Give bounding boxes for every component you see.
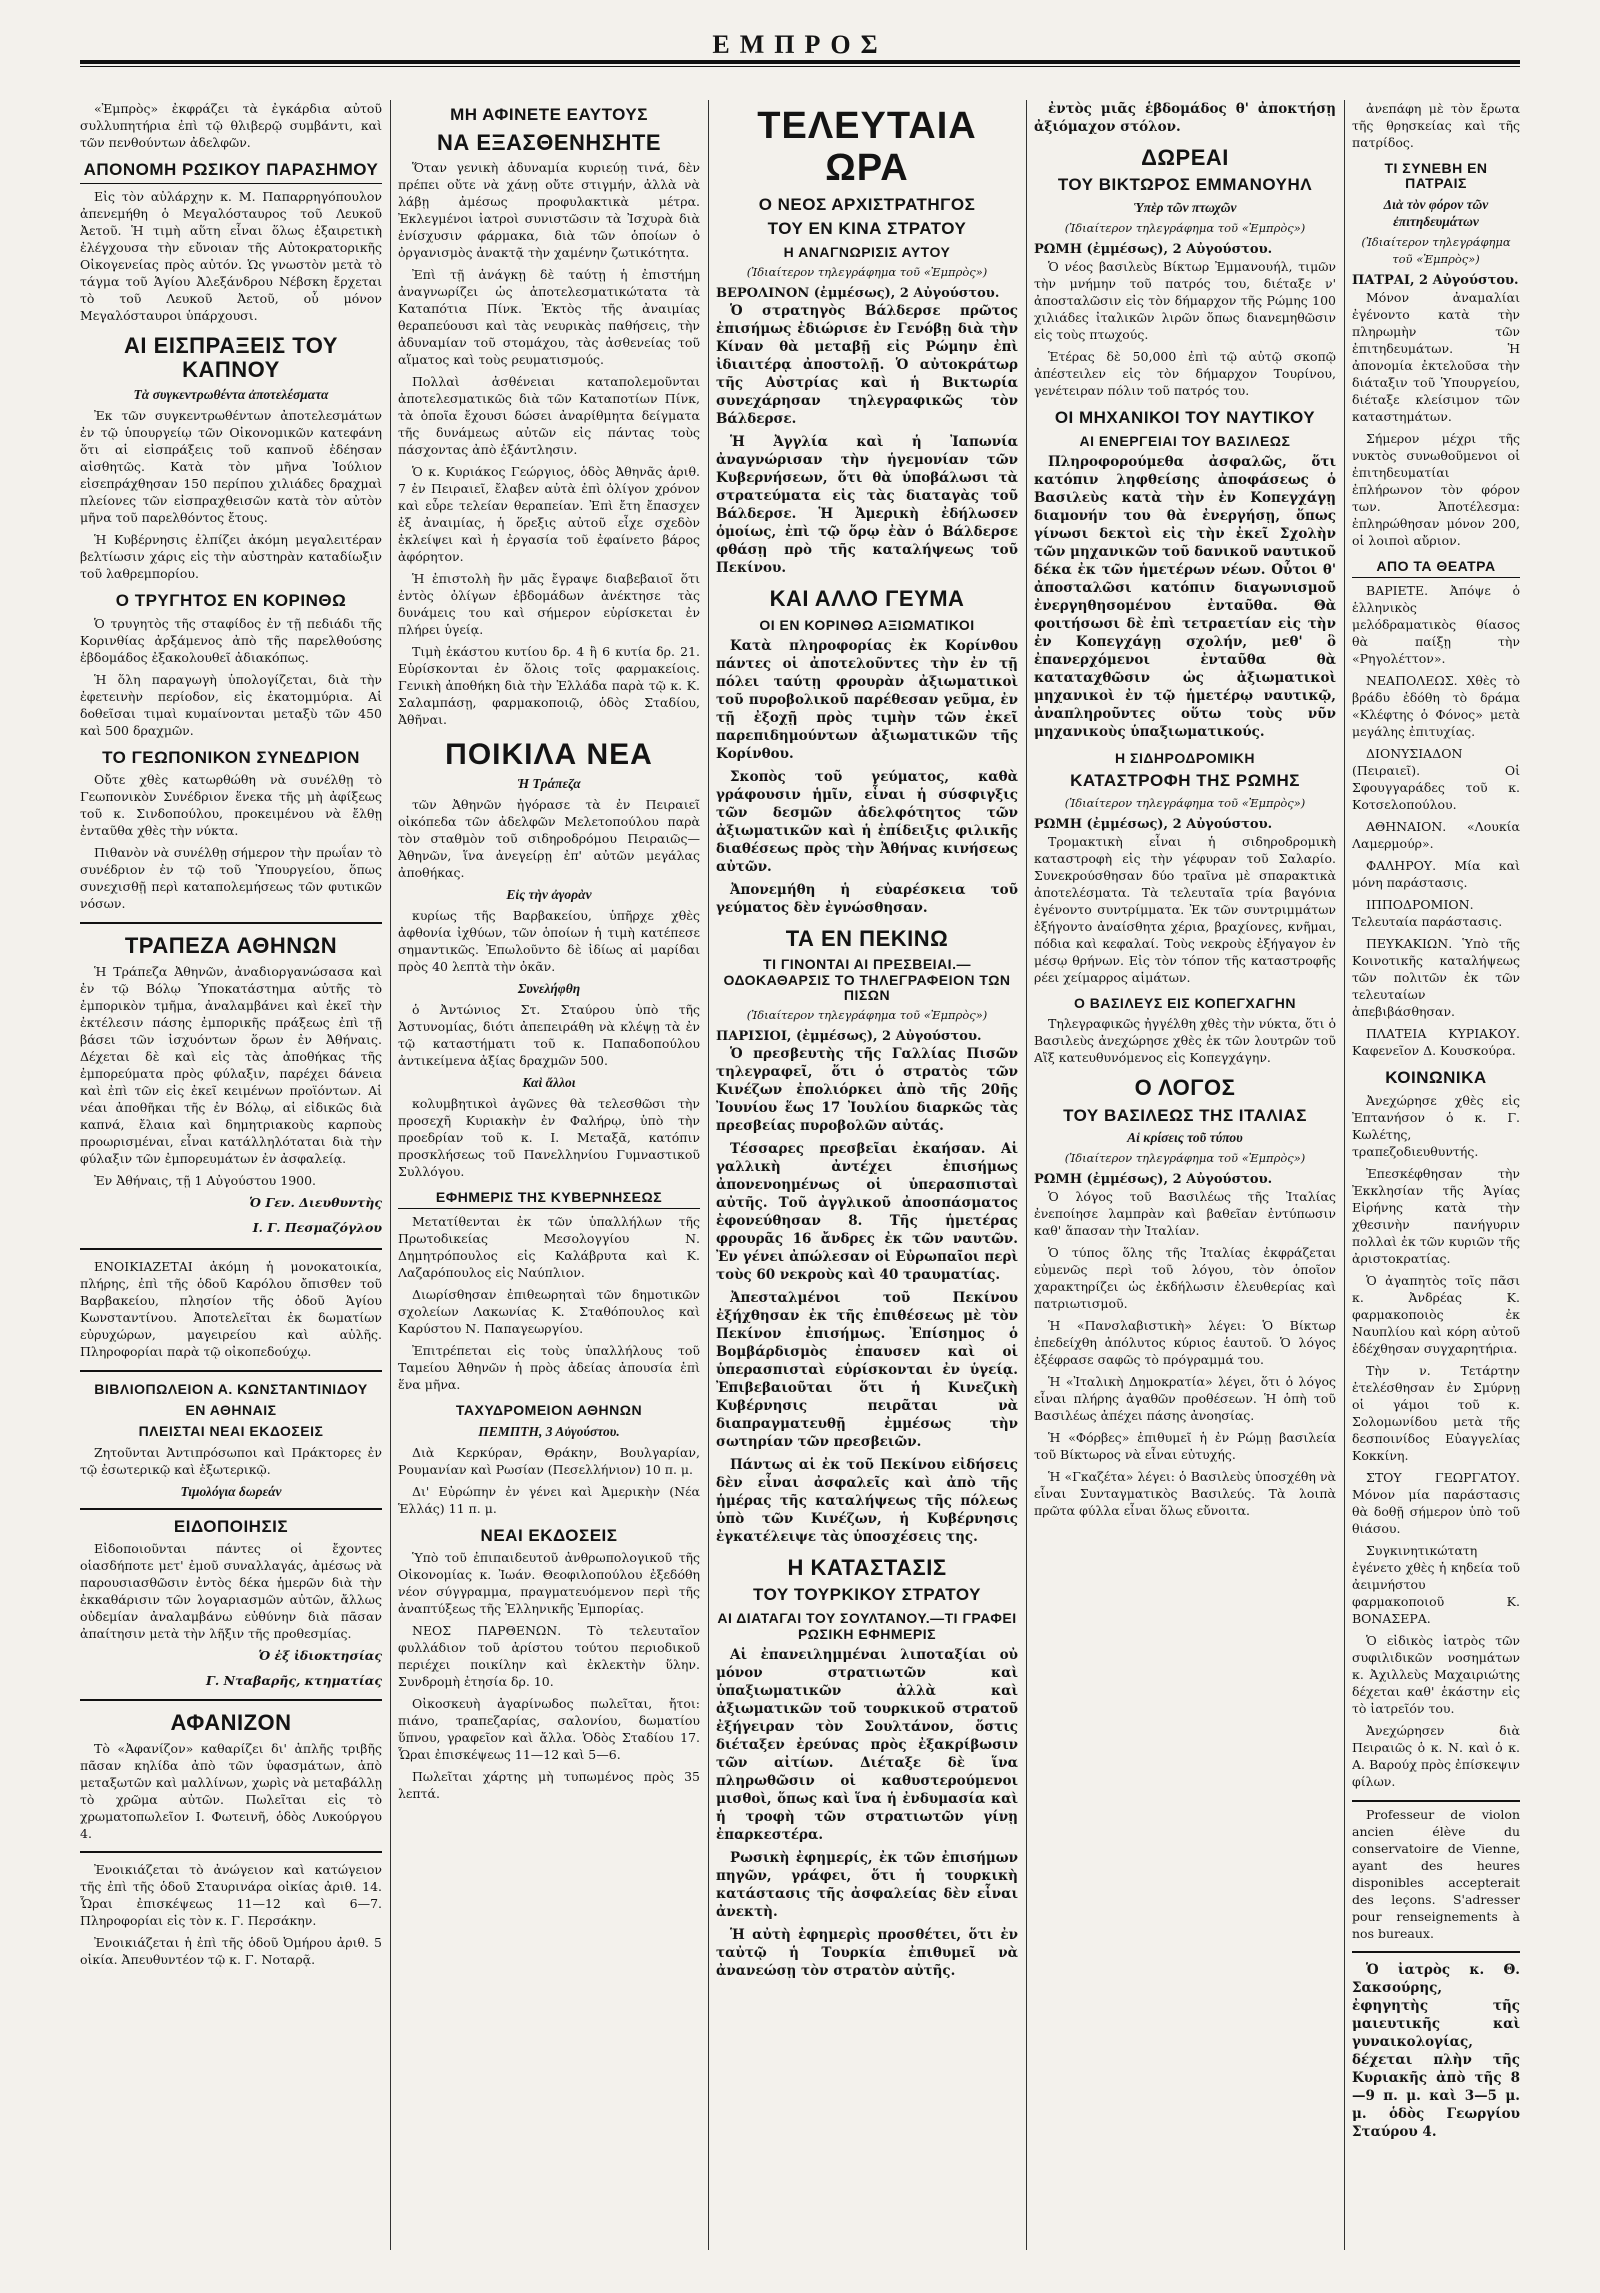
advert-text: Ζητοῦνται Ἀντιπρόσωποι καὶ Πράκτορες ἐν τῷ ἐσωτερικῷ καὶ ἐξωτερικῷ. (80, 1444, 382, 1477)
social-item: ΣΤΟΥ ΓΕΩΡΓΑΤΟΥ. Μόνον μία παράστασις θὰ δοθῇ σήμερον ὑπὸ τοῦ θιάσου. (1352, 1469, 1520, 1536)
article-text: Ἡ αὐτὴ ἐφημερὶς προσθέτει, ὅτι ἐν ταὐτῷ ἡ Τουρκία ἐπιθυμεῖ νὰ ἀνανεώσῃ τὸν στρατὸν αὐτῆς. (716, 1926, 1018, 1979)
advert-headline: ΠΛΕΙΣΤΑΙ ΝΕΑΙ ΕΚΔΟΣΕΙΣ (138, 1423, 324, 1440)
article-text: Ὁ πρεσβευτὴς τῆς Γαλλίας Πισῶν τηλεγραφεῖ, ὅτι ὁ στρατὸς τῶν Κινέζων ἐπολιόρκει ἀπὸ τῆς 20ῆς Ἰουνίου ἕως 17 Ἰουλίου διαρκῶς τὰς πρεσβείας πυροβολῶν αὐτάς. (716, 1046, 1018, 1135)
article-headline: ΑΠΟ ΤΑ ΘΕΑΤΡΑ (1352, 559, 1520, 578)
theatre-listing: ΝΕΑΠΟΛΕΩΣ. Χθὲς τὸ βράδυ ἐδόθη τὸ δράμα «Κλέφτης ὁ Φόνος» μετὰ μεγάλης ἐπιτυχίας. (1352, 673, 1520, 740)
theatre-listing: ΑΘΗΝΑΙΟΝ. «Λουκία Λαμερμούρ». (1352, 819, 1520, 852)
advert-bookshop (80, 1370, 382, 1510)
article-dateline: ΠΑΤΡΑΙ, 2 Αὐγούστου. (1352, 272, 1519, 288)
article-headline: ΤΑ ΕΝ ΠΕΚΙΝΩ (785, 925, 949, 951)
advert-text: Τὸ «Ἀφανίζον» καθαρίζει δι' ἀπλῆς τριβῆς πᾶσαν κηλίδα ἀπὸ τῶν ὑφασμάτων, ἀπὸ μεταξωτῶν καὶ μαλλίνων, χωρὶς νὰ μεταβάλλῃ τὸ χρῶμα αὐτῶν. Πωλεῖται εἰς τὸ χρωματοπωλεῖον Ι. Φωτεινῆ, ὁδὸς Λυκούργου 4. (80, 1740, 382, 1841)
article-subheadline: Ὑπὲρ τῶν πτωχῶν (1133, 199, 1237, 215)
column-divider (390, 100, 391, 2250)
news-item-text: κυρίως τῆς Βαρβακείου, ὑπῆρχε χθὲς ἀφθονία ἰχθύων, τῶν ὁποίων ἡ τιμὴ κατέπεσε σημαντικῶς. Ἐπωλοῦντο δὲ ἰδίως αἱ μαρίδαι πρὸς 40 λεπτὰ τὴν ὀκᾶν. (398, 907, 700, 974)
theatre-listing: ΠΕΥΚΑΚΙΩΝ. Ὑπὸ τῆς Κοινοτικῆς καταλήψεως τῶν πολιτῶν ἐκ τῶν τελευταίων ἀπεβιβάσθησαν. (1352, 936, 1520, 1020)
article-various-news (398, 738, 700, 1180)
advert-signature: Γ. Νταβαρῆς, κτηματίας (206, 1673, 382, 1689)
article-headline: ΤΟ ΓΕΩΠΟΝΙΚΟΝ ΣΥΝΕΔΡΙΟΝ (102, 747, 360, 767)
advert-dateline: Ἐν Ἀθήναις, τῇ 1 Αὐγούστου 1900. (94, 1172, 317, 1188)
section-headline-last-hour: ΤΕΛΕΥΤΑΙΑ ΩΡΑ (757, 105, 977, 189)
article-subheadline: Η ΑΝΑΓΝΩΡΙΣΙΣ ΑΥΤΟΥ (783, 243, 951, 260)
article-speech-king-italy (1034, 1076, 1336, 1519)
article-text: Πάντως αἱ ἐκ τοῦ Πεκίνου εἰδήσεις δὲν εἶναι ἀσφαλεῖς καὶ ἀπὸ τῆς ἡμέρας τῆς καταλήψεως τῆς πόλεως ὑπὸ τῶν Κινέζων, ἡ Κυβέρνησις ἐγκατέλειψε τὰς ὑποσχέσεις της. (716, 1457, 1018, 1546)
article-source: (Ἰδιαίτερον τηλεγράφημα τοῦ «Ἐμπρὸς») (746, 265, 988, 280)
article-continued (1352, 100, 1520, 151)
article-new-editions (398, 1527, 700, 1803)
advert-afanizon (80, 1699, 382, 1852)
article-subheadline: Αἱ κρίσεις τοῦ τύπου (1127, 1130, 1243, 1146)
theatre-listing: ΠΛΑΤΕΙΑ ΚΥΡΙΑΚΟΥ. Καφενεῖον Δ. Κουσκούρα. (1352, 1026, 1520, 1059)
article-headline: ΤΑΧΥΔΡΟΜΕΙΟΝ ΑΘΗΝΩΝ (455, 1402, 643, 1419)
article-headline: ΤΟΥ ΒΙΚΤΩΡΟΣ ΕΜΜΑΝΟΥΗΛ (1057, 175, 1313, 195)
article-text: Μόνον ἀναμαλίαι ἐγένοντο κατὰ τὴν πληρωμὴν τῶν ἐπιτηδευμάτων. Ἡ ἀπονομία ἐκτελοῦσα τὴν διάταξιν τοῦ Ὑπουργείου, διέταξε κλείσιμον τῶν καταστημάτων. (1352, 289, 1520, 424)
article-subheadline: Τὰ συγκεντρωθέντα ἀποτελέσματα (133, 387, 329, 403)
advert-signature: Ι. Γ. Πεσμαζόγλου (252, 1219, 382, 1235)
article-text: Ἑτέρας δὲ 50,000 ἐπὶ τῷ αὐτῷ σκοπῷ ἀπέστειλεν εἰς τὸν δήμαρχον Τουρίνου, γενέτειραν πόλιν τοῦ πατρός του. (1034, 348, 1336, 398)
article-patras (1352, 161, 1520, 549)
column-1 (80, 100, 382, 2250)
article-source: (Ἰδιαίτερον τηλεγράφημα τοῦ «Ἐμπρὸς») (1064, 1151, 1306, 1166)
article-headline: ΔΩΡΕΑΙ (1141, 145, 1229, 170)
article-text: Ὁ στρατηγὸς Βάλδερσε πρῶτος ἐπισήμως ἐδιώρισε ἐν Γενόβῃ διὰ τὴν Κίναν θὰ μεταβῇ εἰς Ρώμην ἐπὶ ἰδιαιτέρᾳ ἀποστολῇ. Ὁ αὐτοκράτωρ τῆς Αὐστρίας καὶ ἡ Βικτωρία συνεχάρησαν τηλεγραφικῶς τὸν Βάλδερσε. (716, 303, 1018, 428)
article-text: Μετατίθενται ἐκ τῶν ὑπαλλήλων τῆς Πρωτοδικείας Μεσολογγίου Ν. Δημητρόπουλος εἰς Καλάβρυτα καὶ Κ. Λαζαρόπουλος εἰς Ναύπλιον. (398, 1214, 700, 1281)
article-tobacco-revenue (80, 334, 382, 582)
article-agricultural-congress (80, 749, 382, 913)
article-text: ἐντὸς μιᾶς ἑβδομάδος θ' ἀποκτήσῃ ἀξιόμαχον στόλον. (1034, 101, 1336, 135)
article-dateline: ΡΩΜΗ (ἐμμέσως), 2 Αὐγούστου. (1034, 241, 1273, 257)
article-another-dinner (716, 587, 1018, 917)
theatre-listing: ΒΑΡΙΕΤΕ. Ἀπόψε ὁ ἑλληνικὸς μελόδραματικὸς θίασος θὰ παίξῃ τὴν «Ρηγολέττον». (1352, 583, 1520, 667)
advert-text: Οἰκοσκευὴ ἀγαρίνωδος πωλεῖται, ἤτοι: πιάνο, τραπεζαρίας, σαλονίου, δωματίου ὕπνου, γραφεῖον καὶ ἄλλα. Ὁδὸς Σταδίου 17. Ὧραι ἐπισκέψεως 11—12 καὶ 5—6. (398, 1696, 700, 1763)
article-text: Ἡ «Φόρβες» ἐπιθυμεῖ ἡ ἐν Ρώμῃ βασιλεία τοῦ Βίκτωρος νὰ εἶναι εὐτυχής. (1034, 1430, 1336, 1463)
article-text: Ἡ Ἀγγλία καὶ ἡ Ἰαπωνία ἀναγνώρισαν τὴν ἡγεμονίαν τῶν Κυβερνήσεων, ὅτι θὰ ὑποβάλωσι τὰ στρατεύματα εἰς τὰς διαταγὰς τοῦ Βάλδερσε. Ἡ Ἀμερικὴ ἐδήλωσεν ὁμοίως, ἐπὶ τῷ ὅρῳ ἐὰν ὁ Βάλδερσε φθάσῃ πρὸ τῆς καταλήψεως τοῦ Πεκίνου. (716, 434, 1018, 577)
article-dateline: ΒΕΡΟΛΙΝΟΝ (ἐμμέσως), 2 Αὐγούστου. (716, 286, 1000, 302)
article-text: Ἀπονεμήθη ἡ εὐαρέσκεια τοῦ γεύματος δὲν ἐγνώσθησαν. (716, 881, 1018, 916)
article-text: Ὁ τρυγητὸς τῆς σταφίδος ἐν τῇ πεδιάδι τῆς Κορινθίας ἀρξάμενος ἀπὸ τῆς παρελθούσης ἑβδομάδος ἐξακολουθεῖ ἀδιακόπως. (80, 615, 382, 665)
article-source: (Ἰδιαίτερον τηλεγράφημα τοῦ «Ἐμπρὸς») (1064, 796, 1306, 811)
news-item-lead: Εἰς τὴν ἀγορὰν (506, 886, 592, 902)
article-text: Τρομακτικὴ εἶναι ἡ σιδηροδρομικὴ καταστροφὴ εἰς τὴν γέφυραν τοῦ Σαλαρίο. Συνεκρούσθησαν δύο τραῖνα μὲ σπαρακτικὰ ἀποτελέσματα. Τὰ τελευταῖα τρία βαγόνια ἐγένοντο συντρίμματα. Ἐκ τῶν συντριμμάτων ἐξήγοντο ἀναίσθητα χέρια, βραχίονες, κνῆμαι, πόδια καὶ κεφαλαί. Τοὺς νεκροὺς ἐξήγαγον ἐν μέσῳ θρήνων. Εἰς τὸν τόπον τῆς καταστροφῆς ρέει χείμαρρος αἱμάτων. (1034, 834, 1336, 986)
column-4 (1034, 100, 1336, 2250)
advert-headline: ΑΦΑΝΙΖΟΝ (170, 1710, 292, 1736)
advert-text: Ἡ Τράπεζα Ἀθηνῶν, ἀναδιοργανώσασα καὶ ἐν τῷ Βόλῳ Ὑποκατάστημα αὐτῆς τὸ ἐμπορικὸν τμῆμα, ἀναλαμβάνει καὶ ἐκεῖ τὴν ἐκτέλεσιν πάσης ἐμπορικῆς πράξεως ἐπὶ τῇ βάσει τῶν ἰσχυόντων ὅρων ἐν Ἀθήναις. Δέχεται δὲ καὶ εἰς τὰς ἀποθήκας τῆς ἐμπορεύματα πρὸς φύλαξιν, παρέχει δάνεια καὶ ἐπὶ τῶν εἰς ἐκεῖ κειμένων προϊόντων. Αἱ νέαι ἀποθῆκαι τῆς ἐν Βόλῳ, αἱ εἰδικῶς διὰ καπνά, ἔλαια καὶ δημητριακοὺς καρποὺς προωρισμέναι, εἶναι κατάλληλόταται διὰ τὴν φύλαξιν τῶν ἐμπορευμάτων ἐν ἀσφαλείᾳ. (80, 963, 382, 1166)
article-text: Τηλεγραφικῶς ἠγγέλθη χθὲς τὴν νύκτα, ὅτι ὁ Βασιλεὺς ἀνεχώρησε χθὲς ἐκ τῶν λουτρῶν τοῦ Αἲξ κατευθυνόμενος εἰς Κοπεγχάγην. (1034, 1016, 1336, 1066)
advert-text: ΕΝΟΙΚΙΑΖΕΤΑΙ ἀκόμη ἡ μονοκατοικία, πλήρης, ἐπὶ τῆς ὁδοῦ Καρόλου ὄπισθεν τοῦ Βαρβακείου, πλησίον τῆς ὁδοῦ Ἁγίου Κωνσταντίνου. Ἀποτελεῖται ἐκ δωματίων εὐρυχώρων, μαγειρείου καὶ αὐλῆς. Πληροφορίαι παρὰ τῷ οἰκοπεδούχῳ. (80, 1258, 382, 1359)
article-dateline: ΡΩΜΗ (ἐμμέσως), 2 Αὐγούστου. (1034, 1172, 1273, 1188)
article-text: Ὁ λόγος τοῦ Βασιλέως τῆς Ἰταλίας ἐνεποίησε λαμπρὰν καὶ βαθεῖαν ἐντύπωσιν καθ' ἅπασαν τὴν Ἰταλίαν. (1034, 1189, 1336, 1239)
article-text: ἀνεπάφη μὲ τὸν ἔρωτα τῆς θρησκείας καὶ τῆς πατρίδος. (1352, 101, 1520, 150)
article-subheadline: ΤΙ ΓΙΝΟΝΤΑΙ ΑΙ ΠΡΕΣΒΕΙΑΙ.—ΟΔΟΚΑΘΑΡΣΙΣ ΤΟ ΤΗΛΕΓΡΑΦΕΙΟΝ ΤΩΝ ΠΙΣΩΝ (723, 956, 1011, 1003)
article-text: ΝΕΟΣ ΠΑΡΘΕΝΩΝ. Τὸ τελευταῖον φυλλάδιον τοῦ ἀρίστου τούτου περιοδικοῦ περιέχει ποικίλην καὶ ἐκλεκτὴν ὕλην. Συνδρομὴ ἐτησία δρ. 10. (398, 1623, 700, 1690)
article-text: Εἰς τὸν αὐλάρχην κ. Μ. Παπαρρηγόπουλον ἀπενεμήθη ὁ Μεγαλόσταυρος τοῦ Λευκοῦ Ἀετοῦ. Ἡ τιμὴ αὕτη εἶναι ὅλως ἐξαιρετικὴ ἐλέγχουσα τὴν εὔνοιαν τῆς Αὐτοκρατορικῆς Οἰκογενείας πρὸς αὐτόν. Ὡς γνωστὸν μετὰ τὸ τάγμα τοῦ Ἁγίου Ἀλεξάνδρου Νέβσκη ἔρχεται τὸ τοῦ Λευκοῦ Ἀετοῦ, οὗ μόνον Μεγαλόσταυροι ὑπάρχουσι. (80, 188, 382, 323)
article-headline: Η ΚΑΤΑΣΤΑΣΙΣ (787, 1555, 947, 1581)
column-divider (1344, 100, 1345, 2250)
advert-text: Ἐνοικιάζεται τὸ ἀνώγειον καὶ κατώγειον τῆς ἐπὶ τῆς ὁδοῦ Σταυρινάρα οἰκίας ἀριθ. 14. Ὧραι ἐπισκέψεως 11—12 καὶ 6—7. Πληροφορίαι εἰς τὸν κ. Γ. Περσάκην. (80, 1861, 382, 1928)
advert-text: Ὁ ἰατρὸς κ. Θ. Σακσούρης, ἐφηγητὴς τῆς μαιευτικῆς καὶ γυναικολογίας, δέχεται πλὴν τῆς Κυριακῆς ἀπὸ τῆς 8—9 π. μ. καὶ 3—5 μ. μ. ὁδὸς Γεωργίου Σταύρου 4. (1352, 1961, 1520, 2140)
article-headline: ΤΙ ΣΥΝΕΒΗ ΕΝ ΠΑΤΡΑΙΣ (1384, 160, 1488, 192)
article-post-office (398, 1403, 700, 1516)
news-item-lead: Ἡ Τράπεζα (517, 775, 581, 791)
article-navy-engineers (1034, 409, 1336, 741)
article-headline: ΕΦΗΜΕΡΙΣ ΤΗΣ ΚΥΒΕΡΝΗΣΕΩΣ (398, 1190, 700, 1209)
social-item: Τὴν ν. Τετάρτην ἐτελέσθησαν ἐν Σμύρνῃ οἱ γάμοι τοῦ κ. Σολομωνίδου μετὰ τῆς δεσποινίδος Εὐαγγελίας Κοκκίνη. (1352, 1362, 1520, 1463)
article-text: Αἱ ἐπανειλημμέναι λιποταξίαι οὐ μόνον στρατιωτῶν καὶ ὑπαξιωματικῶν ἀλλὰ καὶ ἀξιωματικῶν τοῦ τουρκικοῦ στρατοῦ ἐξήγειραν τὸν Σουλτάνον, ὅστις διέταξεν ἐρεύνας πρὸς ἐξακρίβωσιν τῶν αἰτίων. Διέταξε δὲ ἵνα πληρωθῶσιν οἱ καθυστερούμενοι μισθοὶ, ὅπως καὶ ἵνα ἡ ἐνδυμασία καὶ ἡ τροφὴ τῶν στρατιωτῶν γίνῃ ἐπαρκεστέρα. (716, 1646, 1018, 1843)
column-divider (708, 100, 709, 2250)
social-item: Συγκινητικώτατη ἐγένετο χθὲς ἡ κηδεία τοῦ ἀειμνήστου φαρμακοποιοῦ Κ. ΒΟΝΑΣΕΡΑ. (1352, 1542, 1520, 1626)
article-text: Κατὰ πληροφορίας ἐκ Κορίνθου πάντες οἱ ἀποτελοῦντες τὴν ἐν τῇ πόλει ταύτῃ φρουρὰν ἀξιωματικοὶ τοῦ πυροβολικοῦ παρέθεσαν γεῦμα, ἐν τῇ ἐξοχῇ πρὸς τιμὴν τῶν ἐκεῖ παρεπιδημούντων ἀξιωματικῶν τῆς Κορίνθου. (716, 637, 1018, 762)
article-king-to-copenhagen (1034, 996, 1336, 1066)
article-headline: ΑΠΟΝΟΜΗ ΡΩΣΙΚΟΥ ΠΑΡΑΣΗΜΟΥ (80, 161, 382, 184)
advert-bank-of-athens (80, 922, 382, 1249)
article-new-commander (716, 106, 1018, 577)
article-headline: ΝΕΑΙ ΕΚΔΟΣΕΙΣ (480, 1525, 618, 1545)
column-2 (398, 100, 700, 2250)
news-item-text: κολυμβητικοὶ ἀγῶνες θὰ τελεσθῶσι τὴν προσεχῆ Κυριακὴν ἐν Φαλήρῳ, ὑπὸ τὴν προεδρίαν τοῦ κ. Ι. Μεταξᾶ, κατόπιν προσκλήσεως τοῦ Πανελληνίου Γυμναστικοῦ Συλλόγου. (398, 1095, 700, 1179)
article-text: Ἀπεσταλμένοι τοῦ Πεκίνου ἐξήχθησαν ἐκ τῆς ἐπιθέσεως μὲ τὸν Πεκίνον ἐπισήμως. Ἐπίσημος ὁ Βομβάρδισμὸς ἐπαυσεν καὶ οἱ ὑπερασπισταὶ εὑρίσκονται ἐν ὑγείᾳ. Ἐπιβεβαιοῦται ὅτι ἡ Κινεζικὴ Κυβέρνησις πειρᾶται νὰ διαπραγματευθῇ ἐμμέσως τὴν σωτηρίαν τῶν πρεσβειῶν. (716, 1290, 1018, 1451)
article-text: Σήμερον μέχρι τῆς νυκτὸς συνωθοῦμενοι οἱ ἐπιτηδευματίαι ἐπλήρωνον τὸν φόρον των. Ἀποτέλεσμα: ἐπληρώθησαν μόνον 200, οἱ λοιποὶ αὔριον. (1352, 430, 1520, 548)
article-continued (80, 100, 382, 151)
article-subheadline: Διὰ τὸν φόρον τῶν ἐπιτηδευμάτων (1383, 196, 1489, 229)
article-text: Πληροφορούμεθα ἀσφαλῶς, ὅτι κατόπιν ληφθείσης ἀποφάσεως ὁ Βασιλεὺς κατὰ τὴν ἐν Κοπεγχάγῃ διαμονήν του θὰ ἐνεργήσῃ, ὅπως γίνωσι δεκτοὶ εἰς τὴν ἐκεῖ Σχολὴν τῶν μηχανικῶν τοῦ δανικοῦ ναυτικοῦ δέκα ἐκ τῶν ἡμετέρων νέων. Οὗτοι θ' ἀποσταλῶσι κατόπιν διαγωνισμοῦ ἐνεργηθησομένου ἐνταῦθα. Θὰ φοιτήσωσι δὲ ἐπὶ τετραετίαν εἰς τὴν ἐν Κοπεγχάγῃ σχολήν, μεθ' ὃ ἐπανερχόμενοι ἐνταῦθα θὰ καταταχθῶσιν ὡς ἀξιωματικοὶ μηχανικοὶ ἐν τῷ ἡμετέρῳ ναυτικῷ, ἀναπληροῦντες οὕτω τοὺς νῦν μηχανικοὺς ὑπαξιωματικούς. (1034, 453, 1336, 740)
article-government-gazette (398, 1190, 700, 1393)
article-text: «Ἐμπρὸς» ἐκφράζει τὰ ἐγκάρδια αὐτοῦ συλλυπητήρια ἐπὶ τῷ θλιβερῷ συμβάντι, καὶ τῶν πενθούντων ἀδελφῶν. (80, 101, 382, 150)
advert-text: Ἐνοικιάζεται ἡ ἐπὶ τῆς ὁδοῦ Ὀμήρου ἀριθ. 5 οἰκία. Ἀπευθυντέον τῷ κ. Γ. Νοταρᾷ. (80, 1934, 382, 1967)
advert-text: Πολλαὶ ἀσθένειαι καταπολεμοῦνται ἀποτελεσματικῶς διὰ τῶν Καταποτίων Πίνκ, τὰ ὁποῖα ἔχουσι δώσει ἀναρίθμητα δείγματα τῆς δυνάμεως αὐτῶν εἰς πάντας τοὺς πάσχοντας ἀπὸ ἐξάντλησιν. (398, 373, 700, 457)
article-headline: ΚΟΙΝΩΝΙΚΑ (1385, 1068, 1487, 1088)
advert-headline: ΕΝ ΑΘΗΝΑΙΣ (185, 1402, 277, 1419)
article-subheadline: ΑΙ ΔΙΑΤΑΓΑΙ ΤΟΥ ΣΟΥΛΤΑΝΟΥ.—ΤΙ ΓΡΑΦΕΙ ΡΩΣΙΚΗ ΕΦΗΜΕΡΙΣ (717, 1610, 1017, 1642)
masthead-rule-thin (80, 66, 1520, 67)
advert-text: Ἐπὶ τῇ ἀνάγκῃ δὲ ταύτῃ ἡ ἐπιστήμη ἀναγνωρίζει ὡς ἀποτελεσματικώτατα τὰ Καταπότια Πίνκ. Ἐκτὸς τῆς ἀναιμίας θεραπεύουσι καὶ τὰς νευρικὰς παθήσεις, τὴν ἀδυναμίαν τοῦ στομάχου, τὰς ἀσθενείας τοῦ αἵματος καὶ τοὺς ρευματισμούς. (398, 266, 700, 367)
article-headline: Ο ΝΕΟΣ ΑΡΧΙΣΤΡΑΤΗΓΟΣ (758, 194, 976, 214)
article-dateline: ΠΑΡΙΣΙΟΙ, (ἐμμέσως), 2 Αὐγούστου. (716, 1029, 982, 1045)
advert-headline: ΕΙΔΟΠΟΙΗΣΙΣ (173, 1516, 289, 1536)
article-headline: ΤΟΥ ΕΝ ΚΙΝΑ ΣΤΡΑΤΟΥ (767, 219, 967, 239)
news-item-lead: Καὶ ἄλλοι (522, 1074, 576, 1090)
article-subheadline: ΑΙ ΕΝΕΡΓΕΙΑΙ ΤΟΥ ΒΑΣΙΛΕΩΣ (1079, 432, 1291, 449)
article-text: Ὁ νέος βασιλεὺς Βίκτωρ Ἐμμανουήλ, τιμῶν τὴν μνήμην τοῦ πατρός του, διέταξε ν' ἀποσταλῶσιν εἰς τὸν δήμαρχον τῆς Ρώμης 100 χιλιάδες ἰταλικῶν λιρῶν ὅπως διανεμηθῶσιν εἰς τοὺς πτωχούς. (1034, 258, 1336, 342)
advert-headline: ΤΡΑΠΕΖΑ ΑΘΗΝΩΝ (124, 933, 338, 959)
news-item-lead: Συνελήφθη (517, 980, 581, 996)
article-text: Διὰ Κερκύραν, Θράκην, Βουλγαρίαν, Ρουμανίαν καὶ Ρωσίαν (Πεσελλήνιον) 10 π. μ. (398, 1444, 700, 1477)
article-headline: ΤΟΥ ΒΑΣΙΛΕΩΣ ΤΗΣ ΙΤΑΛΙΑΣ (1063, 1105, 1307, 1125)
article-donations-victor-emmanuel (1034, 146, 1336, 399)
article-text: Διωρίσθησαν ἐπιθεωρηταὶ τῶν δημοτικῶν σχολείων Λακωνίας Κ. Σταθόπουλος καὶ Καρύστου Ν. Παπαγεωργίου. (398, 1287, 700, 1337)
article-railway-disaster (1034, 751, 1336, 986)
article-text: Ὁ τύπος ὅλης τῆς Ἰταλίας ἐκφράζεται εὐμενῶς περὶ τοῦ λόγου, τὸν ὁποῖον χαρακτηρίζει ὡς ἐκδήλωσιν ἐλευθερίας καὶ πατριωτισμοῦ. (1034, 1245, 1336, 1312)
advert-headline: ΜΗ ΑΦΙΝΕΤΕ ΕΑΥΤΟΥΣ (450, 105, 648, 124)
advert-doctor (1352, 1961, 1520, 2141)
article-text: Σκοπὸς τοῦ γεύματος, καθὰ γράφουσιν ἡμῖν, εἶναι ἡ σύσφιγξις τῶν δεσμῶν ἀδελφότητος τῶν ἀξιωματικῶν καὶ ἡ ἐπίδειξις φιλικῆς διαθέσεως πρὸς τὴν Ἀθήνας κινήσεως αὐτῶν. (716, 768, 1018, 875)
social-item: Ἀνεχώρησε χθὲς εἰς Ἐπτανήσον ὁ κ. Γ. Κωλέτης, τραπεζοδιευθυντής. (1352, 1092, 1520, 1159)
social-item: Ἀνεχώρησεν διὰ Πειραιῶς ὁ κ. Ν. καὶ ὁ κ. Α. Βαρούχ πρὸς ἐπίσκεψιν φίλων. (1352, 1722, 1520, 1789)
news-item-text: τῶν Ἀθηνῶν ἠγόρασε τὰ ἐν Πειραιεῖ οἰκόπεδα τῶν ἀδελφῶν Μελετοπούλου παρὰ τὸν σταθμὸν τοῦ σιδηροδρόμου Πειραιῶς—Ἀθηνῶν, ἵνα ἀνεγείρῃ ἐπ' αὐτῶν μεγάλας ἀποθήκας. (398, 796, 700, 880)
article-text: Τέσσαρες πρεσβεῖαι ἐκαήσαν. Αἱ γαλλικὴ ἀντέχει ἐπισήμως ἀπονενοημένως οἱ ὑπερασπισταὶ αὐτῆς. Τοῦ ἀγγλικοῦ ἀποσπάσματος ἐφονεύθησαν 8. Τῆς ἡμετέρας φρουρᾶς 16 ἄνδρες ἐκ τῶν ναυτῶν. Ἐν γένει ἀπώλεσαν οἱ Εὐρωπαῖοι περὶ τοὺς 60 νεκροὺς καὶ 40 τραυματίας. (716, 1141, 1018, 1284)
advert-violin-teacher (1352, 1800, 1520, 1953)
newspaper-title: ΕΜΠΡΟΣ (712, 30, 888, 59)
advert-notice (80, 1518, 382, 1690)
article-headline: ΑΙ ΕΙΣΠΡΑΞΕΙΣ ΤΟΥ ΚΑΠΝΟΥ (124, 332, 338, 382)
article-russian-decoration (80, 161, 382, 324)
masthead (0, 0, 1600, 96)
column-5 (1352, 100, 1520, 2250)
article-headline: Ο ΒΑΣΙΛΕΥΣ ΕΙΣ ΚΟΠΕΓΧΑΓΗΝ (1074, 995, 1296, 1012)
article-text: Ὑπὸ τοῦ ἐπιπαιδευτοῦ ἀνθρωπολογικοῦ τῆς Οἰκονομίας κ. Ἰωάν. Θεοφιλοπούλου ἐξεδόθη νέον σύγγραμμα, πραγματευόμενον περὶ τῆς ἀναπτύξεως τῆς Ἑλληνικῆς Ἐμπορίας. (398, 1550, 700, 1617)
article-text: Ἡ «Πανσλαβιστικὴ» λέγει: Ὁ Βίκτωρ ἐπεδείχθη ἀπόλυτος κύριος ἑαυτοῦ. Ὁ λόγος ἐξέφρασε σαφῶς τὸ πρόγραμμά του. (1034, 1318, 1336, 1368)
article-text: Ἡ ὅλη παραγωγὴ ὑπολογίζεται, διὰ τὴν ἐφετεινὴν περίοδον, εἰς ἑκατομμύρια. Αἱ δοθεῖσαι τιμαὶ κυμαίνονται μεταξὺ τῶν 450 καὶ 500 δραχμῶν. (80, 671, 382, 738)
article-continued (1034, 100, 1336, 136)
article-events-in-peking (716, 927, 1018, 1546)
social-item: Ὁ ἀγαπητὸς τοῖς πᾶσι κ. Ἀνδρέας Κ. φαρμακοποιὸς ἐκ Ναυπλίου καὶ κόρη αὐτοῦ ἐδέχθησαν συγχαρητήρια. (1352, 1272, 1520, 1356)
article-text: Ρωσικὴ ἐφημερίς, ἐκ τῶν ἐπισήμων πηγῶν, γράφει, ὅτι ἡ τουρκικὴ κατάστασις τῆς ἀσφαλείας δὲν εἶναι ἀνεκτὴ. (716, 1849, 1018, 1920)
social-item: Ὁ εἰδικὸς ἰατρὸς τῶν συφιλιδικῶν νοσημάτων κ. Ἀχιλλεὺς Μαχαιριώτης δέχεται καθ' ἑκάστην εἰς τὸ ἰατρεῖόν του. (1352, 1632, 1520, 1716)
article-text: Πιθανὸν νὰ συνέλθῃ σήμερον τὴν πρωΐαν τὸ συνέδριον ἐν τῷ τοῦ Ὑπουργείου, ὅπως συνεχισθῇ περὶ καταπολεμήσεως τῶν φυτικῶν νόσων. (80, 845, 382, 912)
advert-text: Ὅταν γενικὴ ἀδυναμία κυριεύῃ τινά, δὲν πρέπει οὔτε νὰ χάνῃ οὔτε στιγμήν, ἀλλὰ νὰ λάβῃ ἀμέσως προφυλακτικὰ μέτρα. Ἐκλεγμένοι ἰατροὶ συνιστῶσιν τὰ Ἰσχυρὰ διὰ ἐνίσχυσιν φάρμακα, διὰ τῶν ὁποίων ὁ ὀργανισμὸς ἀνακτᾷ τὴν χαμένην ζωτικότητα. (398, 159, 700, 260)
article-subheadline: ΟΙ ΕΝ ΚΟΡΙΝΘΩ ΑΞΙΩΜΑΤΙΚΟΙ (759, 616, 975, 633)
theatre-listing: ΙΠΠΟΔΡΟΜΙΟΝ. Τελευταία παράστασις. (1352, 897, 1503, 930)
article-text: Ἡ «Ἰταλικὴ Δημοκρατία» λέγει, ὅτι ὁ λόγος εἶναι πλήρης ἀγαθῶν προθέσεων. Ἡ ὁπὴ τοῦ Βασιλέως ἀπέχει πάσης ἀνοησίας. (1034, 1374, 1336, 1424)
article-headline: Η ΣΙΔΗΡΟΔΡΟΜΙΚΗ (1115, 749, 1255, 766)
advert-text: Πωλεῖται χάρτης μὴ τυπωμένος πρὸς 35 λεπτά. (398, 1769, 700, 1802)
article-headline: ΚΑΤΑΣΤΡΟΦΗ ΤΗΣ ΡΩΜΗΣ (1070, 771, 1300, 791)
article-headline: ΤΟΥ ΤΟΥΡΚΙΚΟΥ ΣΤΡΑΤΟΥ (753, 1585, 981, 1605)
article-text: Ἐκ τῶν συγκεντρωθέντων ἀποτελεσμάτων ἐν τῷ ὑπουργείῳ τῶν Οἰκονομικῶν κατεφάνη ὅτι αἱ εἰσπράξεις τοῦ καπνοῦ ἐδέησαν αἰσθητῶς. Κατὰ τὸν μῆνα Ἰούλιον εἰσεπράχθησαν 150 περίπου χιλιάδες δραχμαὶ πλείονες τῶν εἰσπραχθεισῶν κατὰ τὸν αὐτὸν μῆνα τοῦ παρελθόντος ἔτους. (80, 408, 382, 526)
article-text: Ἡ «Γκαζέτα» λέγει: ὁ Βασιλεὺς ὑποσχέθη νὰ εἶναι Συνταγματικὸς Βασιλεύς. Τὰ λοιπὰ πρῶτα φύλλα εἶναι ὅλως εὔνοιτα. (1034, 1469, 1336, 1519)
advert-headline: ΒΙΒΛΙΟΠΩΛΕΙΟΝ Α. ΚΩΝΣΤΑΝΤΙΝΙΔΟΥ (94, 1380, 368, 1397)
column-divider (1026, 100, 1027, 2250)
theatre-listing: ΦΑΛΗΡΟΥ. Μία καὶ μόνη παράστασις. (1352, 858, 1520, 891)
article-headline: ΟΙ ΜΗΧΑΝΙΚΟΙ ΤΟΥ ΝΑΥΤΙΚΟΥ (1054, 407, 1316, 427)
article-dateline: ΡΩΜΗ (ἐμμέσως), 2 Αὐγούστου. (1034, 817, 1273, 833)
article-headline: ΚΑΙ ΑΛΛΟ ΓΕΥΜΑ (769, 586, 965, 612)
advert-text: Εἰδοποιοῦνται πάντες οἱ ἔχοντες οἱασδήποτε μετ' ἐμοῦ συναλλαγάς, ἀμέσως νὰ παρουσιασθῶσιν ἐντὸς δέκα ἡμερῶν διὰ τὴν ἐκκαθάρισιν τῶν λογαριασμῶν αὐτῶν, ἄλλως οὐδεμίαν ἀναλαμβάνω εὐθύνην διὰ πᾶσαν ἀπαίτησιν μετὰ τὴν λῆξιν τῆς προθεσμίας. (80, 1541, 382, 1642)
masthead-rule (80, 60, 1520, 64)
article-social (1352, 1069, 1520, 1790)
article-headline: Ο ΤΡΥΓΗΤΟΣ ΕΝ ΚΟΡΙΝΘΩ (115, 591, 347, 611)
advert-for-rent (80, 1258, 382, 1360)
article-corinth-harvest (80, 592, 382, 739)
advert-pink-pills (398, 106, 700, 728)
news-item-text: ὁ Ἀντώνιος Στ. Σταύρου ὑπὸ τῆς Ἀστυνομίας, διότι ἀπεπειράθη νὰ κλέψῃ τὰ ἐν τῷ καταστήματι τοῦ κ. Παπαδοπούλου ἀντικείμενα ἀξίας δραχμῶν 500. (398, 1001, 700, 1068)
article-theatres (1352, 559, 1520, 1059)
article-text: Ἐπιτρέπεται εἰς τοὺς ὑπαλλήλους τοῦ Ταμείου Ἀθηνῶν ἡ πρὸς ἀδείας ἀπουσία ἐπὶ ἕνα μῆνα. (398, 1343, 700, 1393)
advert-text: Ὁ κ. Κυριάκος Γεώργιος, ὁδὸς Ἀθηνᾶς ἀριθ. 7 ἐν Πειραιεῖ, ἔλαβεν αὐτὰ ἐπὶ ὀλίγον χρόνον καὶ εὗρε τελείαν θεραπείαν. Ἐπὶ ἔτη ἔπασχεν ἐξ ἀναιμίας, ἡ ὅρεξις αὐτοῦ εἶχε σχεδὸν ἐκλείψει καὶ ἡ ἐργασία τοῦ ἐφαίνετο βάρος ἀφόρητον. (398, 463, 700, 564)
article-source: (Ἰδιαίτερον τηλεγράφημα τοῦ «Ἐμπρὸς») (1361, 234, 1511, 266)
theatre-listing: ΔΙΟΝΥΣΙΑΔΟΝ (Πειραιεῖ). Οἱ Σφουγγαράδες τοῦ κ. Κοτσελοπούλου. (1352, 746, 1520, 813)
article-source: (Ἰδιαίτερον τηλεγράφημα τοῦ «Ἐμπρὸς») (1064, 220, 1306, 235)
article-headline: Ο ΛΟΓΟΣ (1134, 1075, 1236, 1101)
article-headline: ΠΟΙΚΙΛΑ ΝΕΑ (445, 737, 653, 771)
advert-small (80, 1861, 382, 1968)
advert-signature-title: Ὁ Γεν. Διευθυντὴς (249, 1194, 382, 1210)
article-text: Ἡ Κυβέρνησις ἐλπίζει ἀκόμη μεγαλειτέραν βελτίωσιν χάρις εἰς τὴν αὐστηρὰν καταδίωξιν τοῦ λαθρεμπορίου. (80, 532, 382, 582)
article-text: Οὔτε χθὲς κατωρθώθη νὰ συνέλθῃ τὸ Γεωπονικὸν Συνέδριον ἕνεκα τῆς μὴ ἀφίξεως τοῦ κ. Σινδοπούλου, προκειμένου νὰ ἔλθῃ ἐνταῦθα χθὲς τὴν νύκτα. (80, 772, 382, 839)
article-source: (Ἰδιαίτερον τηλεγράφημα τοῦ «Ἐμπρὸς») (746, 1008, 988, 1023)
advert-signature-title: Ὁ ἐξ ἰδιοκτησίας (258, 1648, 382, 1664)
social-item: Ἐπεσκέφθησαν τὴν Ἐκκλησίαν τῆς Ἁγίας Εἰρήνης κατὰ τὴν χθεσινὴν πανήγυριν πολλαὶ ἐκ τῶν κυριῶν τῆς ἀριστοκρατίας. (1352, 1165, 1520, 1266)
article-text: Δι' Εὐρώπην ἐν γένει καὶ Ἀμερικὴν (Νέα Ἑλλάς) 11 π. μ. (398, 1483, 700, 1516)
advert-text: Τιμὴ ἑκάστου κυτίου δρ. 4 ἢ 6 κυτία δρ. 21. Εὑρίσκονται ἐν ὅλοις τοῖς φαρμακείοις. Γενικὴ ἀποθήκη διὰ τὴν Ἑλλάδα παρὰ τῷ κ. Κ. Σαλαμπάσῃ, φαρμακοποιῷ, ὁδὸς Σταδίου, Ἀθῆναι. (398, 643, 700, 727)
column-3 (716, 100, 1018, 2250)
advert-subheadline: Τιμολόγια δωρεάν (180, 1483, 282, 1499)
article-subheadline: ΠΕΜΠΤΗ, 3 Αὐγούστου. (478, 1423, 620, 1439)
advert-headline: ΝΑ ΕΞΑΣΘΕΝΗΣΗΤΕ (436, 129, 662, 155)
advert-text: Ἡ ἐπιστολὴ ἣν μᾶς ἔγραψε διαβεβαιοῖ ὅτι ἐντὸς ὀλίγων ἑβδομάδων ἀνέκτησε τὰς δυνάμεις του καὶ σήμερον εὑρίσκεται ἐν πλήρει ὑγείᾳ. (398, 570, 700, 637)
advert-text: Professeur de violon ancien élève du conservatoire de Vienne, ayant des heures disponibles accepterait des leçons. S'adresser pour renseignements à nos bureaux. (1352, 1806, 1520, 1941)
article-turkish-army (716, 1556, 1018, 1980)
